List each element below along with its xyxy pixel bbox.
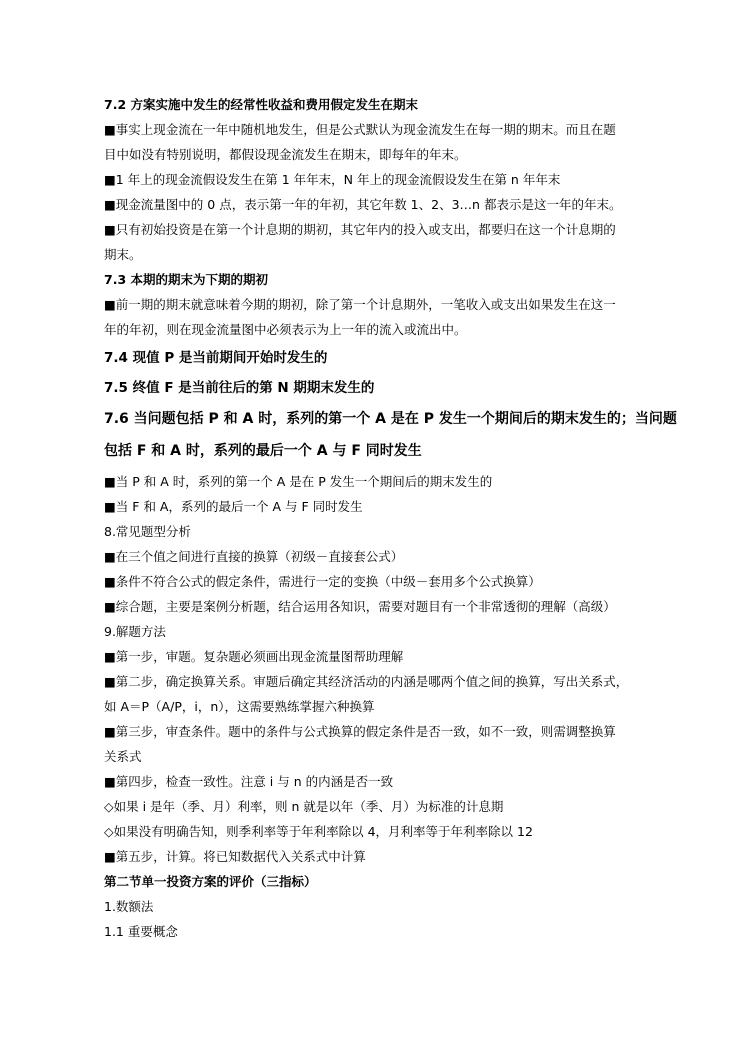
paragraph-line: ■第一步，审题。复杂题必须画出现金流量图帮助理解 — [104, 649, 404, 664]
heading-7-3: 7.3 本期的期末为下期的期初 — [104, 272, 268, 287]
paragraph-line: 如 A＝P（A/P，i，n），这需要熟练掌握六种换算 — [104, 699, 375, 714]
heading-7-4: 7.4 现值 P 是当前期间开始时发生的 — [104, 350, 328, 366]
heading-7-2: 7.2 方案实施中发生的经常性收益和费用假定发生在期末 — [104, 97, 418, 112]
paragraph-line: ◇如果 i 是年（季、月）利率，则 n 就是以年（季、月）为标准的计息期 — [104, 799, 504, 814]
heading-8: 8.常见题型分析 — [104, 524, 191, 539]
paragraph-line: ■只有初始投资是在第一个计息期的期初，其它年内的投入或支出，都要归在这一个计息期的 — [104, 222, 616, 237]
paragraph-line: ■当 P 和 A 时，系列的第一个 A 是在 P 发生一个期间后的期末发生的 — [104, 474, 493, 489]
paragraph-line: ■第三步，审查条件。题中的条件与公式换算的假定条件是否一致，如不一致，则需调整换算 — [104, 724, 616, 739]
paragraph-line: ■第五步，计算。将已知数据代入关系式中计算 — [104, 849, 366, 864]
paragraph-line: ■当 F 和 A，系列的最后一个 A 与 F 同时发生 — [104, 499, 363, 514]
heading-7-5: 7.5 终值 F 是当前往后的第 N 期期末发生的 — [104, 380, 375, 396]
heading-7-6-cont: 包括 F 和 A 时，系列的最后一个 A 与 F 同时发生 — [104, 443, 422, 459]
paragraph-line: ■在三个值之间进行直接的换算（初级－直接套公式） — [104, 549, 404, 564]
paragraph-line: ■1 年上的现金流假设发生在第 1 年年末，N 年上的现金流假设发生在第 n 年年末 — [104, 172, 561, 187]
paragraph-line: ■综合题，主要是案例分析题，结合运用各知识，需要对题目有一个非常透彻的理解（高级） — [104, 599, 616, 614]
paragraph-line: ■事实上现金流在一年中随机地发生，但是公式默认为现金流发生在每一期的期末。而且在题 — [104, 122, 616, 137]
paragraph-line: ■条件不符合公式的假定条件，需进行一定的变换（中级－套用多个公式换算） — [104, 574, 541, 589]
paragraph-line: 目中如没有特别说明，都假设现金流发生在期末，即每年的年末。 — [104, 147, 467, 162]
paragraph-line: 关系式 — [104, 749, 142, 764]
paragraph-line: ■现金流量图中的 0 点，表示第一年的年初，其它年数 1、2、3…n 都表示是这一年的年末。 — [104, 197, 622, 212]
paragraph-line: ■前一期的期末就意味着今期的期初，除了第一个计息期外，一笔收入或支出如果发生在这一 — [104, 297, 616, 312]
document-body — [104, 92, 677, 944]
paragraph-line: ◇如果没有明确告知，则季利率等于年利率除以 4，月利率等于年利率除以 12 — [104, 824, 533, 839]
subheading-1-1: 1.1 重要概念 — [104, 924, 178, 939]
heading-9: 9.解题方法 — [104, 624, 166, 639]
paragraph-line: 年的年初，则在现金流量图中必须表示为上一年的流入或流出中。 — [104, 322, 467, 337]
heading-7-6: 7.6 当问题包括 P 和 A 时，系列的第一个 A 是在 P 发生一个期间后的期末发生的；当问题 — [104, 411, 677, 427]
paragraph-line: ■第二步，确定换算关系。审题后确定其经济活动的内涵是哪两个值之间的换算，写出关系式， — [104, 674, 629, 689]
section-title: 第二节单一投资方案的评价（三指标） — [104, 874, 317, 889]
paragraph-line: ■第四步，检查一致性。注意 i 与 n 的内涵是否一致 — [104, 774, 394, 789]
paragraph-line: 期末。 — [104, 247, 142, 262]
subheading-1: 1.数额法 — [104, 899, 154, 914]
